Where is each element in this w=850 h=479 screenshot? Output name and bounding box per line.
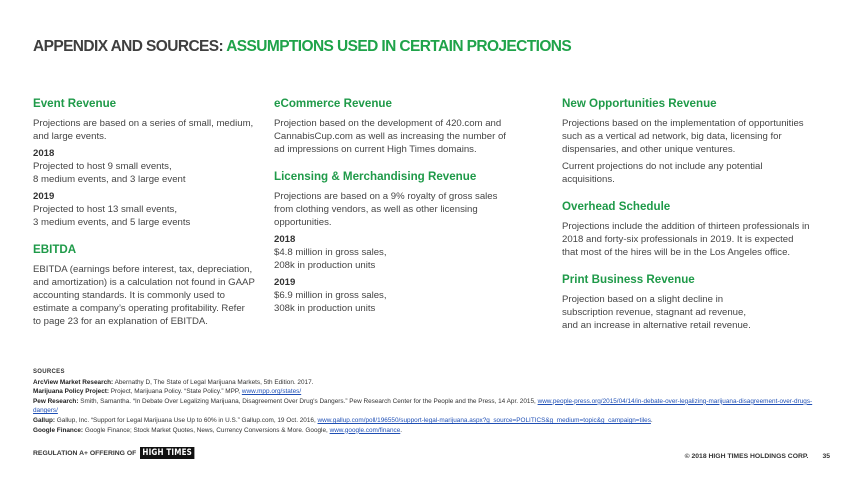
title-prefix: APPENDIX AND SOURCES: [33,38,227,55]
licensing-text-2019: $6.9 million in gross sales, 308k in production units [274,290,387,314]
copyright-text: © 2018 HIGH TIMES HOLDINGS CORP. [684,453,809,460]
ebitda-text: EBITDA (earnings before interest, tax, depreciation, and amortization) is a calculation not found in GAAP accounting standards. It is commonly used to estimate a company’s operating profitability. Refer to page 23 for an explanation of EBITDA. [33,264,255,327]
event-intro: Projections are based on a series of small, medium, and large events. [33,118,254,142]
offering-text: REGULATION A+ OFFERING OF [33,449,137,457]
event-text-2018: Projected to host 9 small events, 8 medium events, and 3 large event [33,161,186,185]
source-arcview: ArcView Market Research: Abernathy D, The State of Legal Marijuana Markets, 5th Edition. 2017. [33,378,314,386]
source-google: Google Finance: Google Finance; Stock Market Quotes, News, Currency Conversions & More. Google, www.google.com/finance. [33,426,403,434]
source-pew: Pew Research: Smith, Samantha. “In Debate Over Legalizing Marijuana, Disagreement Over Drug's Dangers.” Pew Research Center for the People and the Press, 14 Apr. 2015, www.people-press.org/2015/04/14/in-debate-over-legalizing-marijuana-disagreement-over-drugs-dangers/ [33,397,813,415]
footer-offering [33,447,208,459]
newopp-text-2: Current projections do not include any potential acquisitions. [562,161,763,185]
event-heading: Event Revenue [33,97,117,110]
licensing-year-2019: 2019 [274,277,296,288]
overhead-heading: Overhead Schedule [562,200,671,213]
event-year-2018: 2018 [33,148,55,159]
ebitda-heading: EBITDA [33,243,77,256]
licensing-year-2018: 2018 [274,234,296,245]
high-times-logo: HIGH TIMES [140,447,194,459]
google-link[interactable]: www.google.com/finance [329,426,401,434]
ecommerce-text: Projection based on the development of 420.com and CannabisCup.com as well as increasing the number of ad impressions on current High Times domains. [274,118,506,155]
page-title [33,38,571,56]
mpp-link[interactable]: www.mpp.org/states/ [241,388,302,396]
sources-section [33,368,833,435]
column-left [33,97,255,332]
title-highlight: ASSUMPTIONS USED IN CERTAIN PROJECTIONS [226,38,572,55]
event-year-2019: 2019 [33,191,55,202]
page-number: 35 [822,453,830,460]
licensing-heading: Licensing & Merchandising Revenue [274,170,477,183]
print-heading: Print Business Revenue [562,273,695,286]
overhead-text: Projections include the addition of thirteen professionals in 2018 and forty-six professionals in 2019. It is expected that most of the hires will be in the Los Angeles office. [562,221,810,258]
footer-copyright [685,453,830,460]
licensing-intro: Projections are based on a 9% royalty of gross sales from clothing vendors, as well as other licensing opportunities. [274,191,498,228]
source-mpp: Marijuana Policy Project: Project, Marijuana Policy. “State Policy.” MPP, www.mpp.org/states/ [33,388,302,396]
print-text: Projection based on a slight decline in subscription revenue, stagnant ad revenue, and an increase in alternative retail revenue. [562,294,751,331]
gallup-link[interactable]: www.gallup.com/poll/196550/support-legal-marijuana.aspx?g_source=POLITICS&g_medium=topic&g_campaign=tiles [317,416,651,424]
ecommerce-heading: eCommerce Revenue [274,97,392,110]
pew-link[interactable]: www.people-press.org/2015/04/14/in-debate-over-legalizing-marijuana-disagreement-over-drugs-dangers/ [33,397,813,415]
column-right [562,97,812,336]
newopp-heading: New Opportunities Revenue [562,97,717,110]
source-gallup: Gallup: Gallup, Inc. “Support for Legal Marijuana Use Up to 60% in U.S.” Gallup.com, 19 Oct. 2016, www.gallup.com/poll/196550/support-legal-marijuana.aspx?g_source=POLITICS&g_medium=topic&g_campaign=tiles. [33,416,653,424]
sources-label: SOURCES [33,369,65,375]
column-middle [274,97,514,319]
event-text-2019: Projected to host 13 small events, 3 medium events, and 5 large events [33,204,191,228]
newopp-text-1: Projections based on the implementation of opportunities such as a vertical ad network, big data, licensing for dispensaries, and other unique ventures. [562,118,804,155]
licensing-text-2018: $4.8 million in gross sales, 208k in production units [274,247,387,271]
